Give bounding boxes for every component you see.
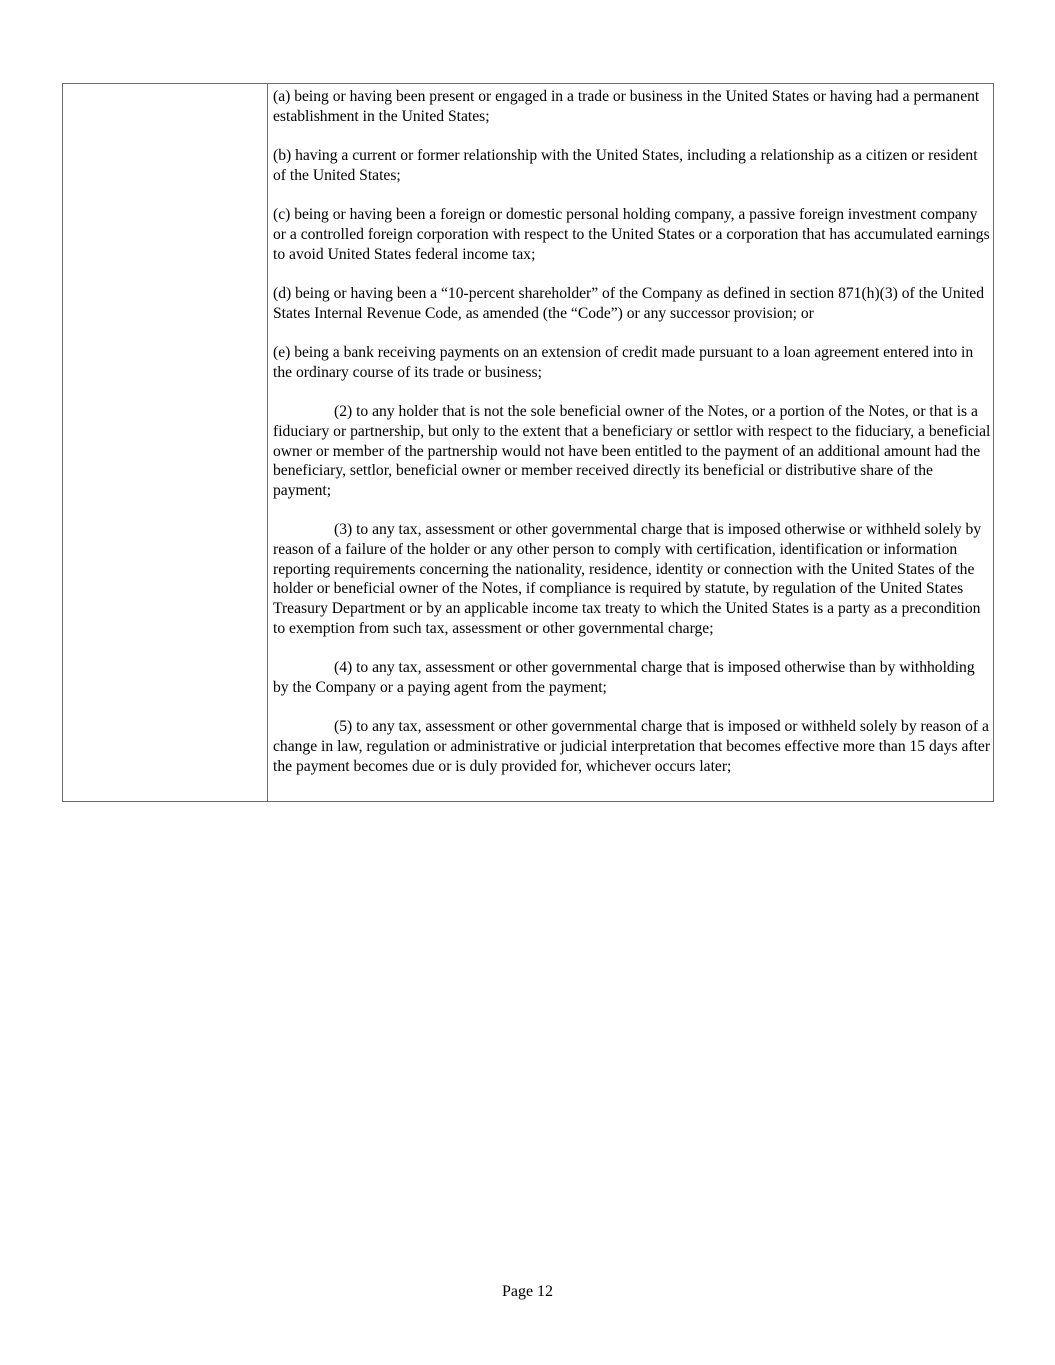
paragraph-b: (b) having a current or former relationship with the United States, including a relationship as a citizen or resident of the United States; [273, 147, 978, 184]
paragraph-2: (2) to any holder that is not the sole beneficial owner of the Notes, or a portion of the Notes, or that is a fiduciary or partnership, but only to the extent that a beneficiary or settlor with respect to the fiduciary, a beneficial owner or member of the partnership would not have been entitled to the payment of an additional amount had the beneficiary, settlor, beneficial owner or member received directly its beneficial or distributive share of the payment; [273, 403, 991, 499]
document-table [62, 83, 994, 802]
paragraph-a: (a) being or having been present or engaged in a trade or business in the United States or having had a permanent establishment in the United States; [273, 88, 980, 125]
paragraph-e: (e) being a bank receiving payments on an extension of credit made pursuant to a loan agreement entered into in the ordinary course of its trade or business; [273, 344, 974, 381]
page-number: Page 12 [501, 1283, 554, 1300]
right-cell-text [268, 84, 993, 801]
paragraph-5: (5) to any tax, assessment or other governmental charge that is imposed or withheld solely by reason of a change in law, regulation or administrative or judicial interpretation that becomes effective more than 15 days after the payment becomes due or is duly provided for, whichever occurs later; [273, 718, 991, 775]
paragraph-d: (d) being or having been a “10-percent shareholder” of the Company as defined in section 871(h)(3) of the United States Internal Revenue Code, as amended (the “Code”) or any successor provision; or [273, 284, 985, 322]
paragraph-c: (c) being or having been a foreign or domestic personal holding company, a passive foreign investment company or a controlled foreign corporation with respect to the United States or a corporation that has accumulated earnings to avoid United States federal income tax; [273, 206, 990, 263]
left-cell-empty [63, 84, 268, 801]
paragraph-3: (3) to any tax, assessment or other governmental charge that is imposed otherwise or withheld solely by reason of a failure of the holder or any other person to comply with certification, identification or information reporting requirements concerning the nationality, residence, identity or connection with the United States of the holder or beneficial owner of the Notes, if compliance is required by statute, by regulation of the United States Treasury Department or by an applicable income tax treaty to which the United States is a party as a precondition to exemption from such tax, assessment or other governmental charge; [273, 521, 982, 637]
paragraph-4: (4) to any tax, assessment or other governmental charge that is imposed otherwise than by withholding by the Company or a paying agent from the payment; [273, 659, 975, 696]
